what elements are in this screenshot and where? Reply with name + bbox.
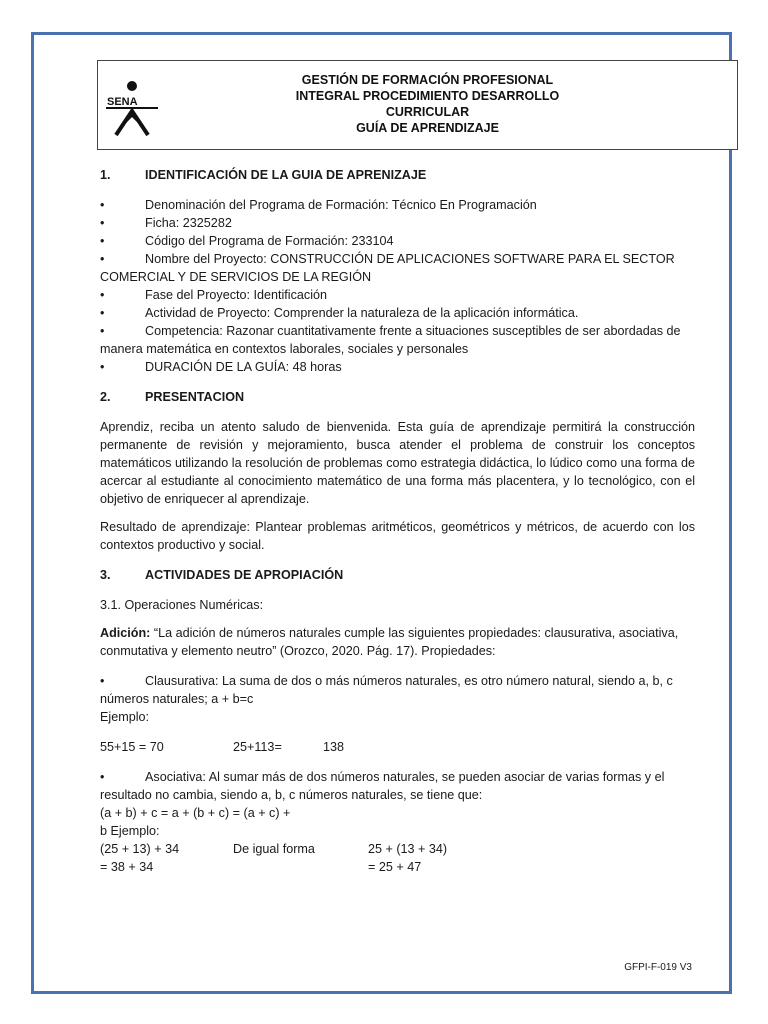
list-item: • Competencia: Razonar cuantitativamente frente a situaciones susceptibles de ser abordadas de manera matemática en contextos laborales, sociales y personales: [100, 324, 681, 356]
section-2-heading: 2. PRESENTACION: [100, 390, 245, 404]
asociativa-example-label: b Ejemplo:: [100, 824, 160, 838]
example-row: = 38 + 34 = 25 + 47: [100, 860, 422, 874]
section-3-heading: 3. ACTIVIDADES DE APROPIACIÓN: [100, 568, 344, 582]
list-item: • Fase del Proyecto: Identificación: [100, 288, 328, 302]
list-item: • Ficha: 2325282: [100, 216, 232, 230]
asociativa-item: • Asociativa: Al sumar más de dos números naturales, se pueden asociar de varias formas y el resultado no cambia, siendo a, b, c números naturales, se tiene que:: [100, 770, 665, 802]
header-title: GESTIÓN DE FORMACIÓN PROFESIONAL INTEGRAL PROCEDIMIENTO DESARROLLO CURRICULAR GUÍA DE APRENDIZAJE: [295, 73, 560, 135]
presentation-paragraph: Aprendiz, reciba un atento saludo de bienvenida. Esta guía de aprendizaje permitirá la construcción permanente de revisión y mejoramiento, busca atender el problema de construir los conceptos matemáticos utilizando la resolución de problemas como estrategia didáctica, lo lúdico como una forma de acercar al estudiante al conocimiento matemático de una forma más placentera, y lo tecnológico, con el objetivo de enriquecer al aprendizaje.: [100, 420, 695, 506]
form-code: GFPI-F-019 V3: [624, 962, 692, 973]
list-item: • Nombre del Proyecto: CONSTRUCCIÓN DE APLICACIONES SOFTWARE PARA EL SECTOR COMERCIAL Y DE SERVICIOS DE LA REGIÓN: [100, 252, 675, 284]
list-item: • Actividad de Proyecto: Comprender la naturaleza de la aplicación informática.: [100, 306, 579, 320]
list-item: • Código del Programa de Formación: 233104: [100, 234, 394, 248]
section-1-heading: 1. IDENTIFICACIÓN DE LA GUIA DE APRENIZAJE: [100, 168, 427, 182]
document-header: [97, 60, 738, 150]
example-row: 55+15 = 70 25+113= 138: [100, 740, 345, 754]
svg-text:SENA: SENA: [107, 96, 138, 108]
example-label: Ejemplo:: [100, 710, 149, 724]
adicion-paragraph: Adición: “La adición de números naturales cumple las siguientes propiedades: clausurativa, asociativa, conmutativa y elemento neutro” (Orozco, 2020. Pág. 17). Propiedades:: [100, 626, 679, 658]
list-item: • Denominación del Programa de Formación: Técnico En Programación: [100, 198, 537, 212]
list-item: • DURACIÓN DE LA GUÍA: 48 horas: [100, 360, 342, 374]
clausurativa-item: • Clausurativa: La suma de dos o más números naturales, es otro número natural, siendo a, b, c números naturales; a + b=c: [100, 674, 673, 706]
asociativa-formula: (a + b) + c = a + (b + c) = (a + c) +: [100, 806, 291, 820]
subsection-title: 3.1. Operaciones Numéricas:: [100, 598, 264, 612]
example-row: (25 + 13) + 34 De igual forma 25 + (13 + 34): [100, 842, 448, 856]
document-body: [100, 166, 695, 876]
learning-outcome-paragraph: Resultado de aprendizaje: Plantear problemas aritméticos, geométricos y métricos, de acuerdo con los contextos productivo y social.: [100, 520, 695, 552]
